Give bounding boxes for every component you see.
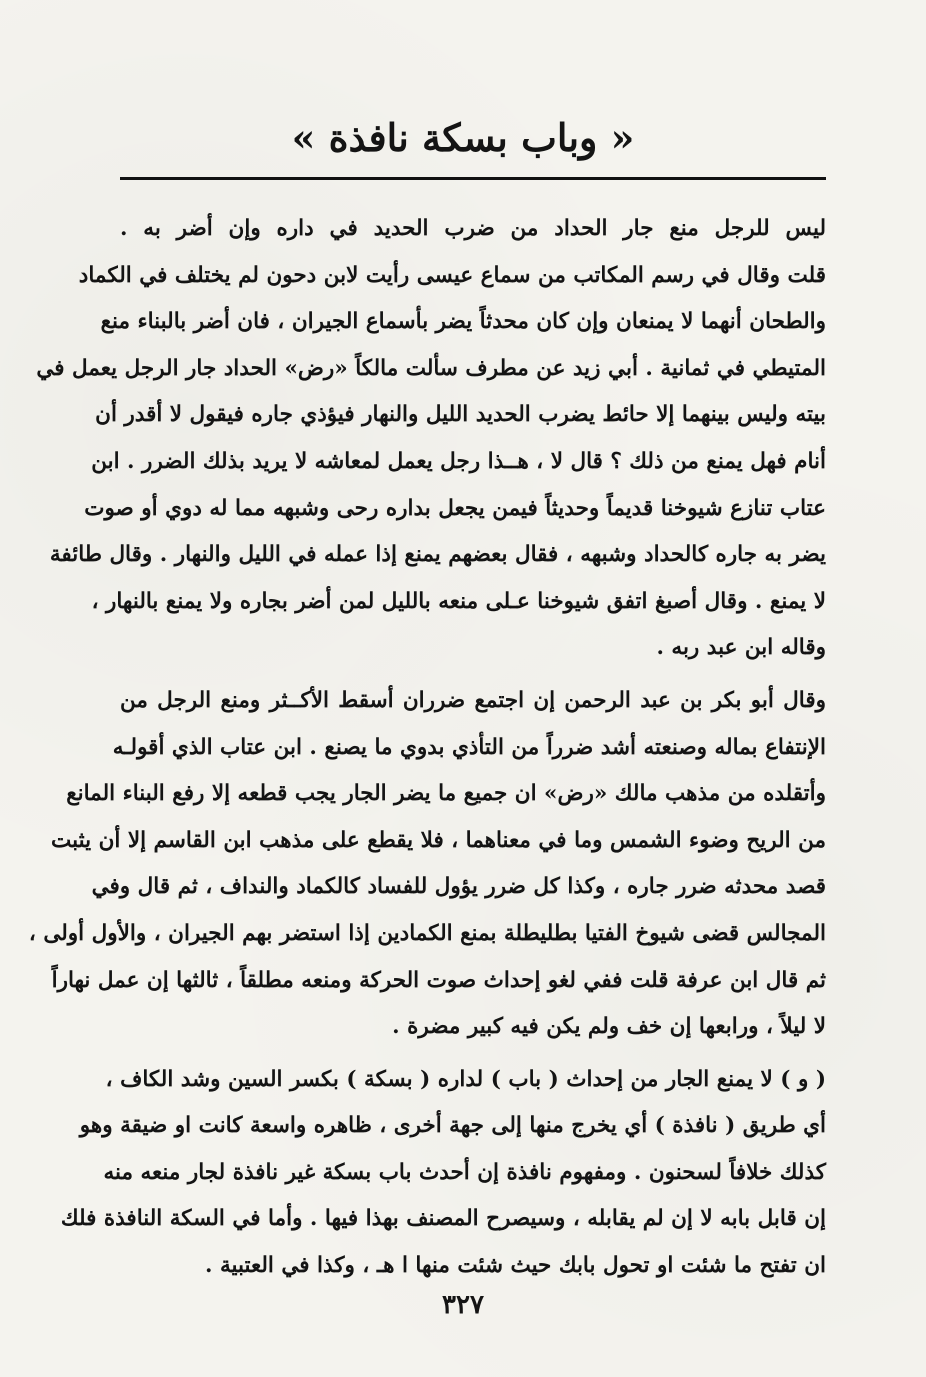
text-line: ( و ) لا يمنع الجار من إحداث ( باب ) لداره ( بسكة ) بكسر السين وشد الكاف ، bbox=[105, 1066, 826, 1092]
text-line: وقاله ابن عبد ربه . bbox=[656, 635, 826, 661]
text-line: بيته وليس بينهما إلا حائط يضرب الحديد الليل والنهار فيؤذي جاره فيقول لا أقدر أن bbox=[95, 402, 826, 428]
text-line: ان تفتح ما شئت او تحول بابك حيث شئت منها ا هـ ، وكذا في العتبية . bbox=[205, 1253, 826, 1279]
text-line: المجالس قضى شيوخ الفتيا بطليطلة بمنع الكمادين إذا استضر بهم الجيران ، والأول أولى ، bbox=[28, 920, 826, 946]
heading-divider bbox=[120, 177, 826, 180]
text-line: من الريح وضوء الشمس وما في معناهما ، فلا يقطع على مذهب ابن القاسم إلا أن يثبت bbox=[51, 827, 826, 853]
text-line: عتاب تنازع شيوخنا قديماً وحديثاً فيمن يجعل بداره رحى وشبهه مما له دوي أو صوت bbox=[84, 495, 826, 521]
text-line: ثم قال ابن عرفة قلت ففي لغو إحداث صوت الحركة ومنعه مطلقاً ، ثالثها إن عمل نهاراً bbox=[51, 967, 826, 993]
text-line: المتيطي في ثمانية . أبي زيد عن مطرف سألت مالكاً «رض» الحداد جار الرجل يعمل في bbox=[36, 355, 826, 381]
body-text bbox=[28, 206, 826, 1290]
text-line: قلت وقال في رسم المكاتب من سماع عيسى رأيت لابن دحون لم يختلف في الكماد bbox=[78, 262, 826, 288]
text-line: أنام فهل يمنع من ذلك ؟ قال لا ، هــذا رجل يعمل لمعاشه لا يريد بذلك الضرر . ابن bbox=[91, 448, 826, 474]
text-line: وقال أبو بكر بن عبد الرحمن إن اجتمع ضرران أسقط الأكــثر ومنع الرجل من bbox=[120, 687, 826, 713]
text-line: الإنتفاع بماله وصنعته أشد ضرراً من التأذي بدوي ما يصنع . ابن عتاب الذي أقولـه bbox=[112, 734, 826, 760]
text-line: قصد محدثه ضرر جاره ، وكذا كل ضرر يؤول للفساد كالكماد والنداف ، ثم قال وفي bbox=[91, 874, 826, 900]
chapter-heading: « وباب بسكة نافذة » bbox=[291, 115, 635, 160]
page-number: ٣٢٧ bbox=[442, 1290, 484, 1320]
text-line: إن قابل بابه لا إن لم يقابله ، وسيصرح المصنف بهذا فيها . وأما في السكة النافذة فلك bbox=[60, 1206, 826, 1232]
text-line: لا يمنع . وقال أصبغ اتفق شيوخنا عـلى منعه بالليل لمن أضر بجاره ولا يمنع بالنهار ، bbox=[91, 588, 826, 614]
text-line: ليس للرجل منع جار الحداد من ضرب الحديد في داره وإن أضر به . bbox=[120, 216, 826, 241]
text-line: وأتقلده من مذهب مالك «رض» ان جميع ما يضر الجار يجب قطعه إلا رفع البناء المانع bbox=[66, 781, 826, 807]
text-line: أي طريق ( نافذة ) أي يخرج منها إلى جهة أخرى ، ظاهره واسعة كانت او ضيقة وهو bbox=[79, 1113, 826, 1139]
text-line: يضر به جاره كالحداد وشبهه ، فقال بعضهم يمنع إذا عمله في الليل والنهار . وقال طائفة bbox=[49, 542, 826, 568]
text-line: كذلك خلافاً لسحنون . ومفهوم نافذة إن أحدث باب بسكة غير نافذة لجار منعه منه bbox=[103, 1159, 826, 1185]
text-line: والطحان أنهما لا يمنعان وإن كان محدثاً يضر بأسماع الجيران ، فان أضر بالبناء منع bbox=[100, 309, 826, 335]
text-line: لا ليلاً ، ورابعها إن خف ولم يكن فيه كبير مضرة . bbox=[392, 1014, 826, 1040]
